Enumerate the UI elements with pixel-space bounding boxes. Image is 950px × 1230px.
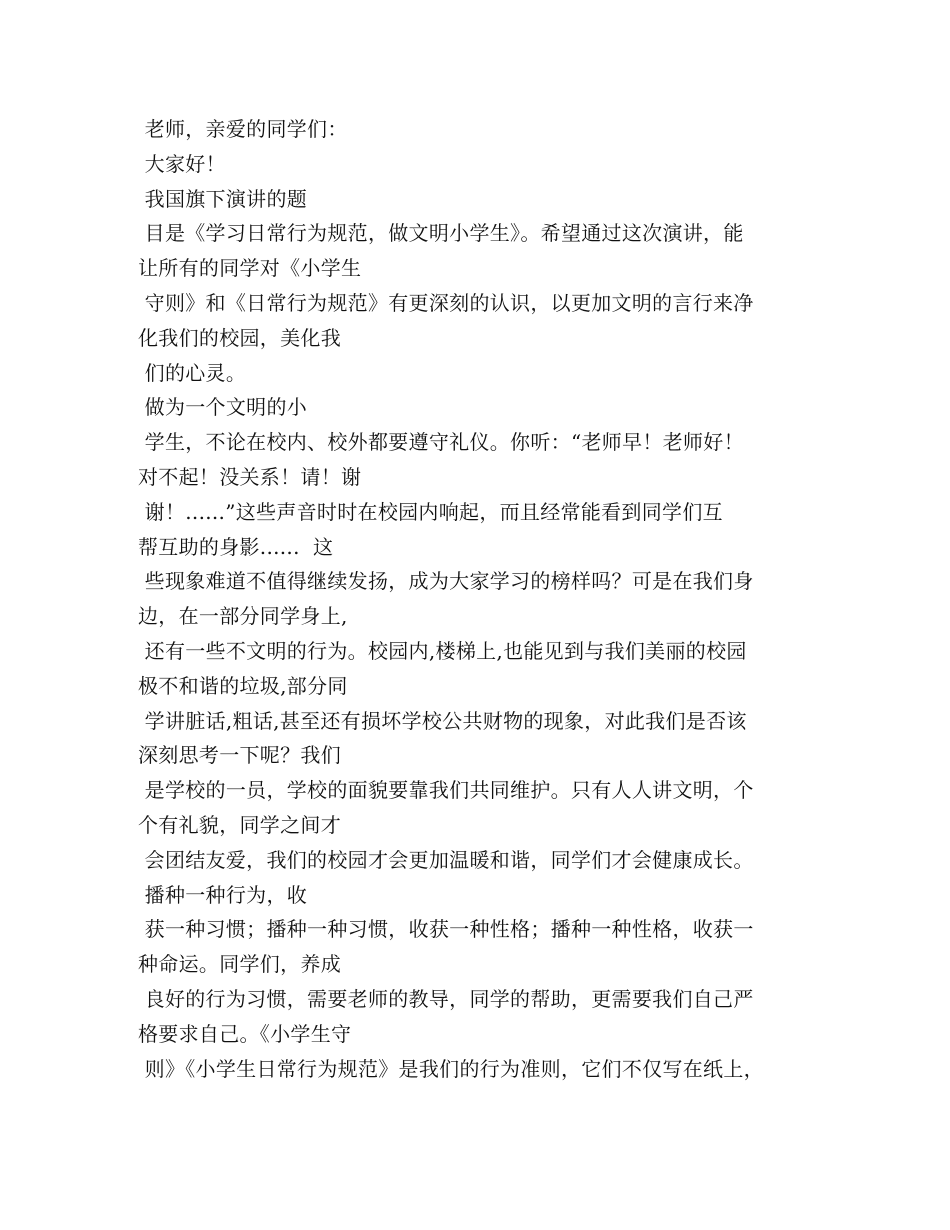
- text-line: 深刻思考一下呢？我们: [138, 743, 341, 768]
- text-line: 目是《学习日常行为规范，做文明小学生》。希望通过这次演讲，能: [138, 221, 744, 246]
- text-line: 还有一些不文明的行为。校园内,楼梯上,也能见到与我们美丽的校园: [138, 638, 747, 663]
- text-line: 让所有的同学对《小学生: [138, 256, 362, 281]
- text-line: 帮互助的身影...... 这: [138, 534, 334, 559]
- text-line: 们的心灵。: [138, 360, 247, 385]
- text-line: 老师，亲爱的同学们：: [138, 117, 348, 141]
- text-line: 学讲脏话,粗话,甚至还有损坏学校公共财物的现象，对此我们是否该: [138, 708, 747, 733]
- text-line: 边，在一部分同学身上,: [138, 604, 348, 629]
- text-line: 格要求自己。《小学生守: [138, 1021, 352, 1046]
- text-line: 良好的行为习惯，需要老师的教导，同学的帮助，更需要我们自己严: [138, 986, 754, 1011]
- text-line: 学生，不论在校内、校外都要遵守礼仪。你听：“老师早！老师好！: [138, 430, 744, 455]
- text-line: 获一种习惯；播种一种习惯，收获一种性格；播种一种性格，收获一: [138, 917, 754, 942]
- text-line: 播种一种行为，收: [138, 882, 308, 907]
- text-line: 是学校的一员，学校的面貌要靠我们共同维护。只有人人讲文明，个: [138, 778, 754, 803]
- text-line: 守则》和《日常行为规范》有更深刻的认识，以更加文明的言行来净: [138, 290, 754, 315]
- speech-text: [138, 112, 818, 1086]
- text-line: 大家好！: [138, 151, 226, 176]
- text-line: 个有礼貌，同学之间才: [138, 812, 341, 837]
- text-line: 我国旗下演讲的题: [138, 186, 308, 211]
- text-line: 些现象难道不值得继续发扬，成为大家学习的榜样吗？可是在我们身: [138, 569, 754, 594]
- text-line: 对不起！没关系！请！谢: [138, 464, 362, 489]
- text-line: 化我们的校园，美化我: [138, 325, 341, 350]
- text-line: 种命运。同学们，养成: [138, 952, 341, 977]
- text-line: 则》《小学生日常行为规范》是我们的行为准则，它们不仅写在纸上，: [138, 1056, 764, 1081]
- text-line: 会团结友爱，我们的校园才会更加温暖和谐，同学们才会健康成长。: [138, 847, 754, 872]
- text-line: 谢！......”这些声音时时在校园内响起，而且经常能看到同学们互: [138, 499, 723, 524]
- text-line: 做为一个文明的小: [138, 395, 308, 420]
- text-line: 极不和谐的垃圾,部分同: [138, 673, 348, 698]
